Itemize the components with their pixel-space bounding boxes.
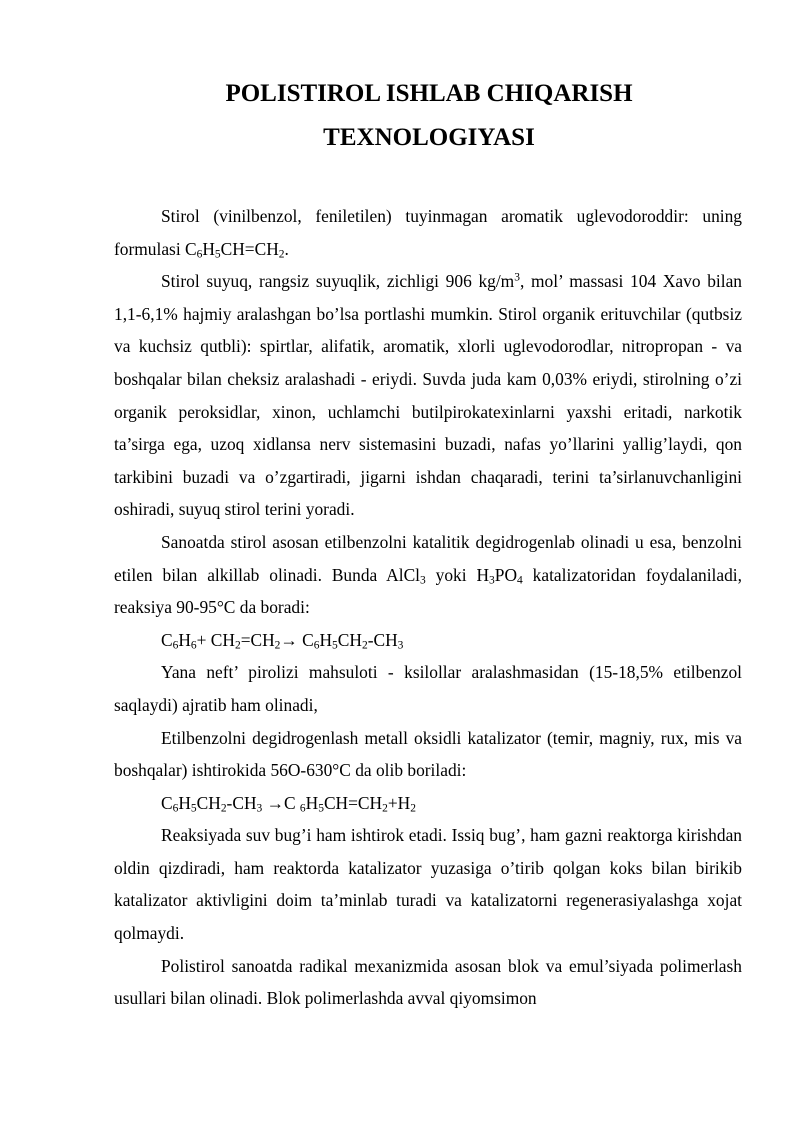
title-line-2: TEXNOLOGIYASI <box>323 124 535 151</box>
paragraph-dehydrogenation: Etilbenzolni degidrogenlash metall oksidli katalizator (temir, magniy, rux, mis va boshqalar) ishtirokida 56O-630°C da olib boriladi: <box>114 727 742 781</box>
paragraph-steam-reaction: Reaksiyada suv bug’i ham ishtirok etadi. Issiq bug’, ham gazni reaktorga kirishdan oldin qizdiradi, ham reaktorda katalizator yuzasiga o’tirib qolgan koks bilan birikib katalizator aktivligini doim ta’minlab turadi va katalizatorni regenerasiyalashga xojat qolmaydi. <box>114 825 742 944</box>
paragraph-stirol-formula: Stirol (vinilbenzol, feniletilen) tuyinmagan aromatik uglevodoroddir: uning formulasi $C_6H_5CH=CH_2$. <box>114 206 742 261</box>
paragraph-pyrolysis: Yana neft’ pirolizi mahsuloti - ksilollar aralashmasidan (15-18,5% etilbenzol saqlaydi) ajratib ham olinadi, <box>114 662 742 715</box>
body-text <box>114 200 742 1015</box>
paragraph-stirol-properties: Stirol suyuq, rangsiz suyuqlik, zichligi 906 $kg/m^3$, mol’ massasi 104 Xavo bilan 1,1-6,1% hajmiy aralashgan bo’lsa portlashi mumkin. Stirol organik erituvchilar (qutbsiz va kuchsiz qutbli): spirtlar, alifatik, aromatik, xlorli uglevodorodlar, nitropropan - va boshqalar bilan cheksiz aralashadi - eriydi. Suvda juda kam 0,03% eriydi, stirolning o’zi organik peroksidlar, xinon, uchlamchi butilpirokatexinlarni yaxshi eritadi, narkotik ta’sirga ega, uzoq xidlansa nerv sistemasini buzadi, nafas yo’llarini yallig’laydi, qon tarkibini buzadi va o’zgartiradi, jigarni ishdan chaqaradi, terini ta’sirlanuvchanligini oshiradi, suyuq stirol terini yoradi. <box>114 271 742 520</box>
title-line-1: POLISTIROL ISHLAB CHIQARISH <box>225 80 633 107</box>
paragraph-polymerization: Polistirol sanoatda radikal mexanizmida asosan blok va emul’siyada polimerlash usullari bilan olinadi. Blok polimerlashda avval qiyomsimon <box>114 955 742 1009</box>
paragraph-industrial-production: Sanoatda stirol asosan etilbenzolni katalitik degidrogenlab olinadi u esa, benzolni etilen bilan alkillab olinadi. Bunda AlCl$_3$ yoki $H_3PO_4$ katalizatoridan foydalaniladi, reaksiya 90-95°C da boradi: <box>114 531 742 618</box>
reaction-equation-1: $C_6H_6+ CH_2=CH_2\to C_6H_5CH_2-CH_3$ <box>161 629 404 652</box>
reaction-equation-2: $C_6H_5CH_2-CH_3 \to C$ $_6H_5CH=CH_2+H_2$ <box>161 792 416 815</box>
